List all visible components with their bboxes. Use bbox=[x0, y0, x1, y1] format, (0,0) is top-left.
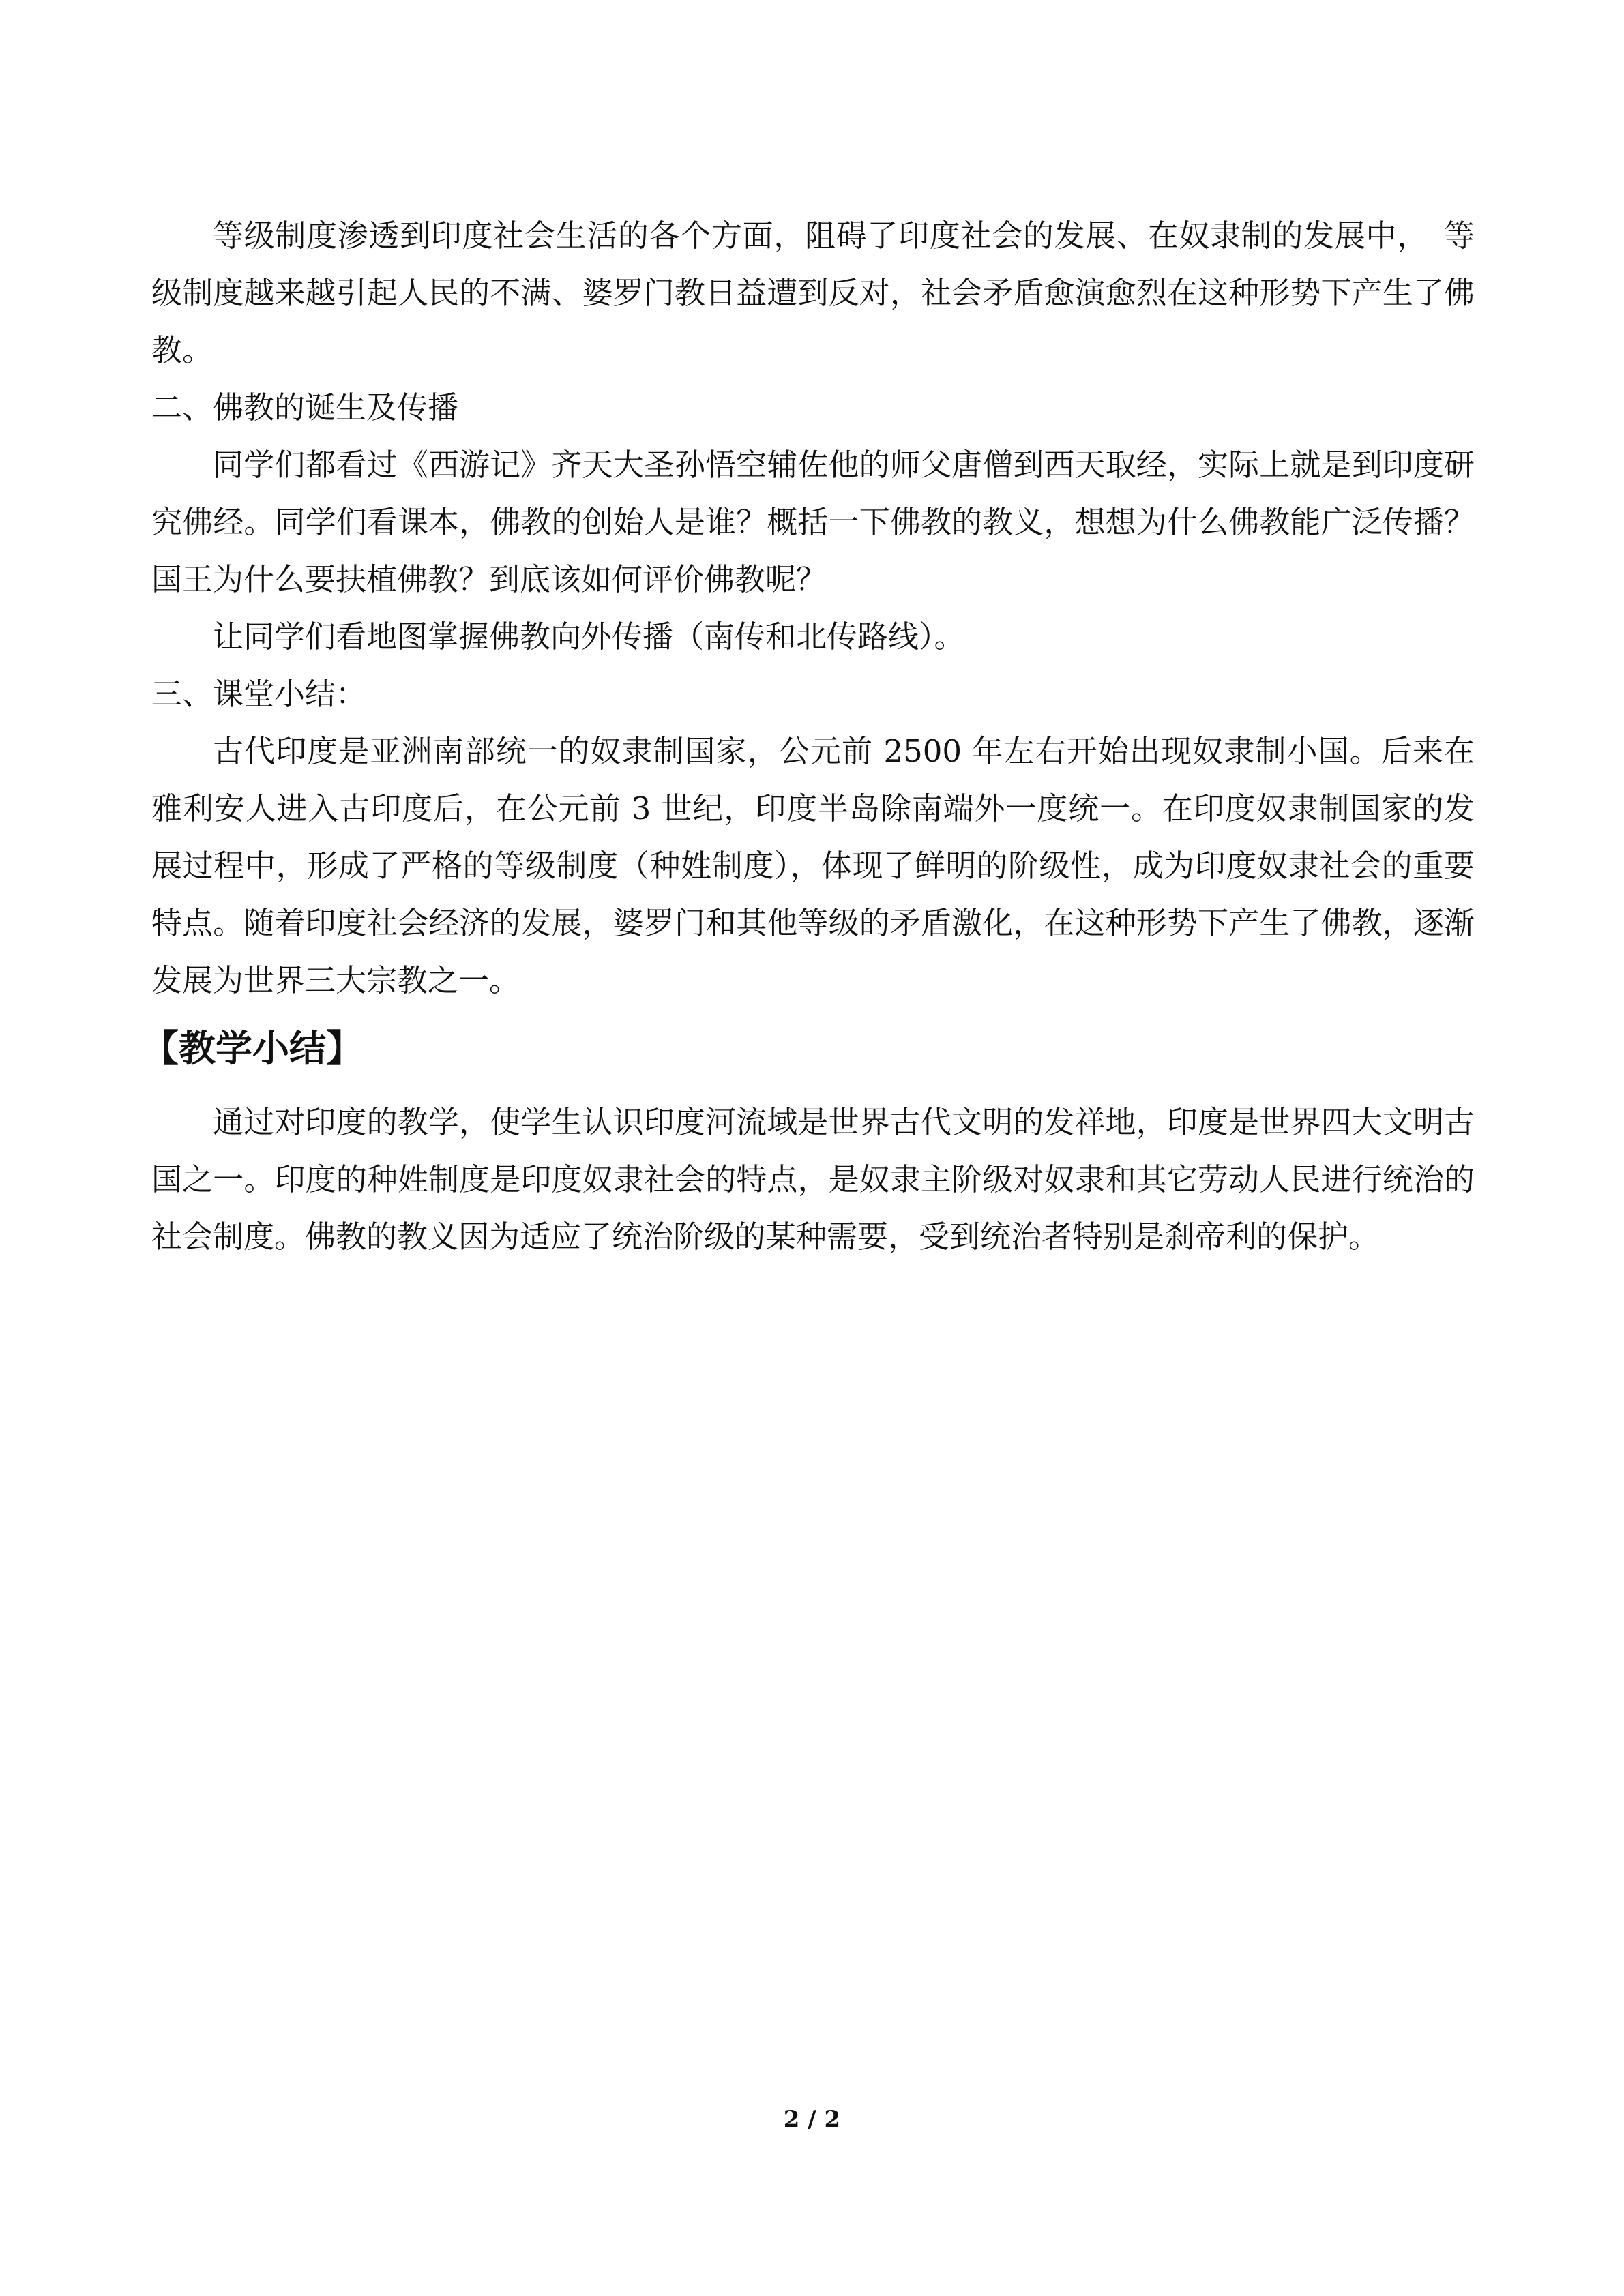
paragraph-map-routes: 让同学们看地图掌握佛教向外传播（南传和北传路线）。 bbox=[213, 618, 965, 655]
page-number: 2 / 2 bbox=[783, 2106, 841, 2133]
paragraph-caste-system: 等级制度渗透到印度社会生活的各个方面，阻碍了印度社会的发展、在奴隶制的发展中， 等级制度越来越引起人民的不满、婆罗门教日益遭到反对，社会矛盾愈演愈烈在这种形势下产生了佛教。 bbox=[151, 218, 1475, 368]
paragraph-teaching-summary: 通过对印度的教学，使学生认识印度河流域是世界古代文明的发祥地，印度是世界四大文明古国之一。印度的种姓制度是印度奴隶社会的特点，是奴隶主阶级对奴隶和其它劳动人民进行统治的社会制度。佛教的教义因为适应了统治阶级的某种需要，受到统治者特别是刹帝利的保护。 bbox=[151, 1104, 1475, 1255]
paragraph-ancient-india-summary: 古代印度是亚洲南部统一的奴隶制国家，公元前 2500 年左右开始出现奴隶制小国。后来在雅利安人进入古印度后，在公元前 3 世纪，印度半岛除南端外一度统一。在印度奴隶制国家的发展过程中，形成了严格的等级制度（种姓制度），体现了鲜明的阶级性，成为印度奴隶社会的重要特点。随着印度社会经济的发展，婆罗门和其他等级的矛盾激化，在这种形势下产生了佛教，逐渐发展为世界三大宗教之一。 bbox=[151, 733, 1475, 998]
heading-buddhism-origin: 二、佛教的诞生及传播 bbox=[151, 389, 459, 426]
document-body bbox=[142, 207, 1475, 1266]
heading-class-summary: 三、课堂小结： bbox=[151, 676, 367, 712]
paragraph-journey-to-the-west: 同学们都看过《西游记》齐天大圣孙悟空辅佐他的师父唐僧到西天取经，实际上就是到印度研究佛经。同学们看课本，佛教的创始人是谁？概括一下佛教的教义，想想为什么佛教能广泛传播？国王为什么要扶植佛教？到底该如何评价佛教呢？ bbox=[151, 447, 1475, 597]
section-title-teaching-summary: 【教学小结】 bbox=[142, 1027, 363, 1070]
